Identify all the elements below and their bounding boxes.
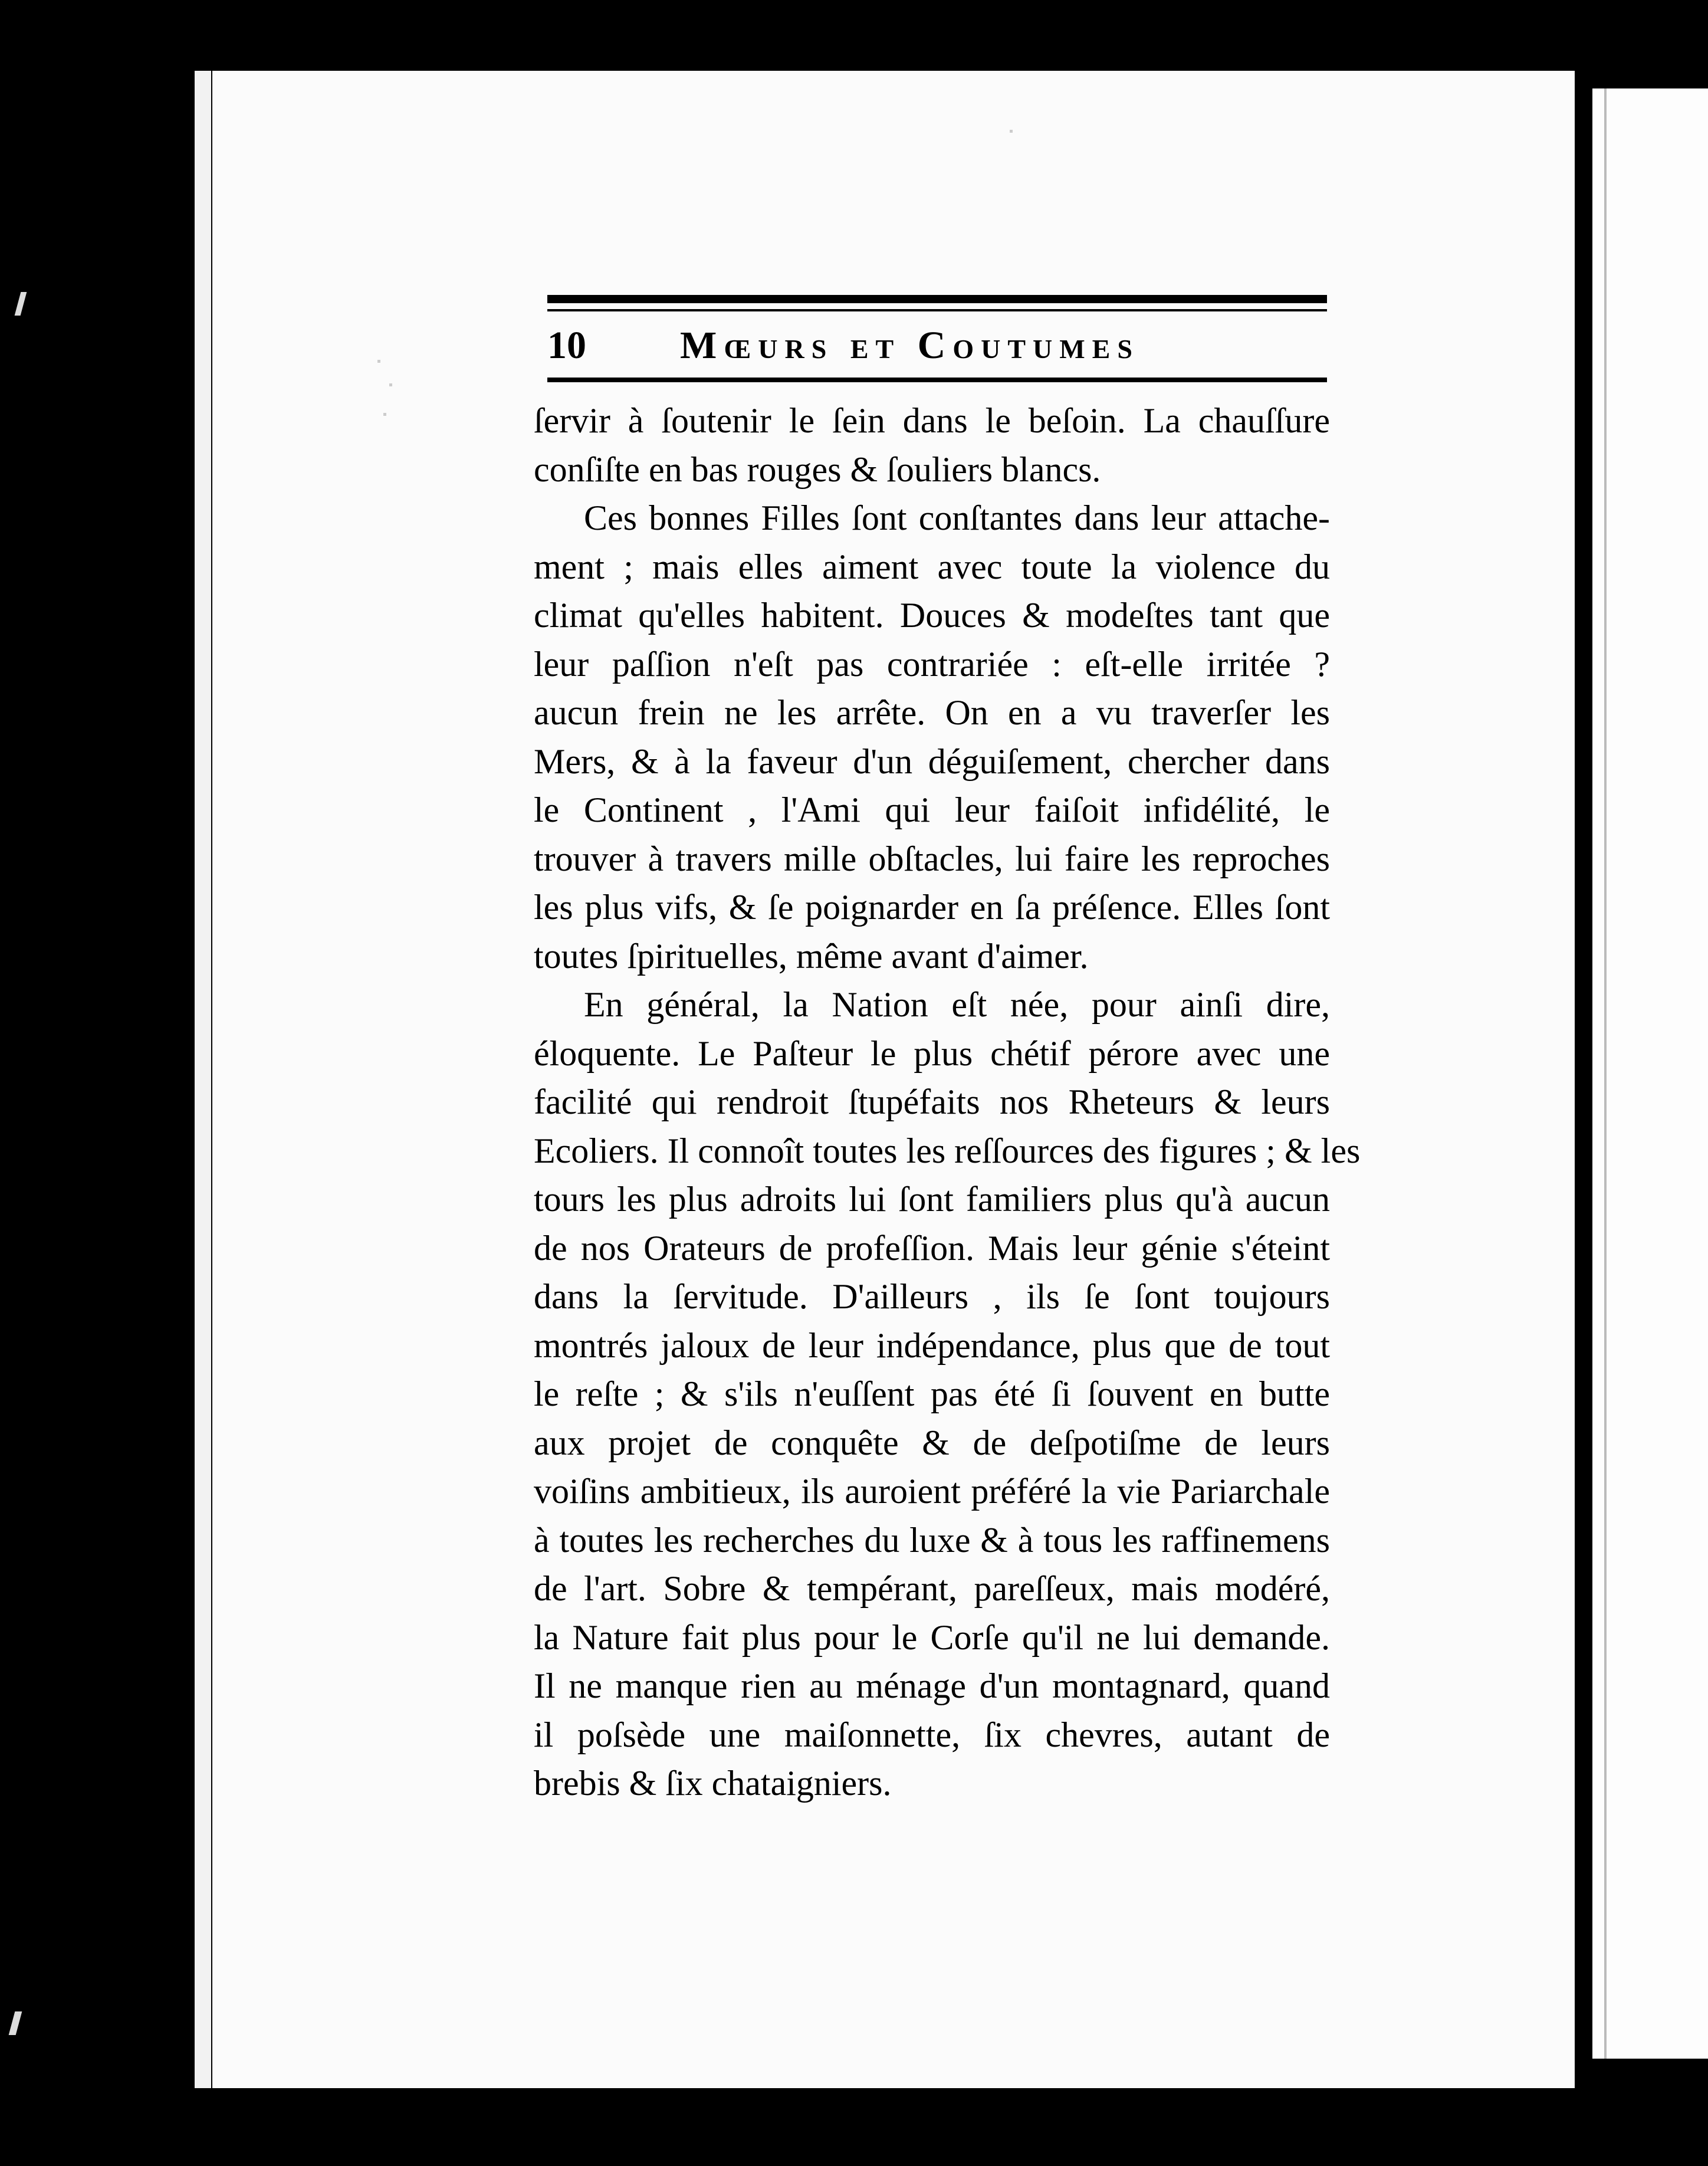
text-line: tours les plus adroits lui ſont familiers plus qu'à aucun (534, 1180, 1330, 1219)
text-line: le reſte ; & s'ils n'euſſent pas été ſi ſouvent en butte (534, 1374, 1330, 1413)
text-line: brebis & ſix chataigniers. (534, 1764, 892, 1803)
text-line: Il ne manque rien au ménage d'un montagnard, quand (534, 1666, 1330, 1705)
text-line: de nos Orateurs de profeſſion. Mais leur génie s'éteint (534, 1228, 1330, 1268)
text-line: le Continent , l'Ami qui leur faiſoit infidélité, le (534, 790, 1330, 829)
text-line: Ces bonnes Filles ſont conſtantes dans leur attache- (584, 498, 1330, 537)
stray-mark (15, 292, 27, 316)
text-line: conſiſte en bas rouges & ſouliers blancs. (534, 449, 1101, 489)
text-line: les plus vifs, & ſe poignarder en ſa préſence. Elles ſont (534, 888, 1330, 927)
text-line: leur paſſion n'eſt pas contrariée : eſt-elle irritée ? (534, 644, 1330, 684)
speck (1010, 130, 1013, 133)
text-line: Ecoliers. Il connoît toutes les reſſources des figures ; & les (534, 1131, 1361, 1170)
header-rule-bottom (547, 378, 1327, 382)
text-line: éloquente. Le Paſteur le plus chétif pérore avec une (534, 1033, 1330, 1073)
facing-page-border (1604, 88, 1607, 2059)
text-line: de l'art. Sobre & tempérant, pareſſeux, mais modéré, (534, 1569, 1330, 1608)
header-rule-top (547, 295, 1327, 303)
text-line: ment ; mais elles aiment avec toute la violence du (534, 547, 1330, 586)
text-line: facilité qui rendroit ſtupéfaits nos Rheteurs & leurs (534, 1082, 1330, 1121)
text-line: En général, la Nation eſt née, pour ainſi dire, (584, 985, 1330, 1024)
text-line: montrés jaloux de leur indépendance, plus que de tout (534, 1325, 1330, 1365)
paragraph (534, 980, 1361, 1808)
running-title: Mœurs et Coutumes (680, 324, 1139, 367)
text-line: dans la ſervitude. D'ailleurs , ils ſe ſont toujours (534, 1277, 1330, 1316)
text-line: ſervir à ſoutenir le ſein dans le beſoin. La chauſſure (534, 401, 1330, 440)
body-text (534, 396, 1361, 1808)
stray-mark (9, 2011, 22, 2035)
text-line: la Nature fait plus pour le Corſe qu'il ne lui demande. (534, 1617, 1330, 1657)
text-line: Mers, & à la faveur d'un déguiſement, chercher dans (534, 741, 1330, 781)
speck (389, 383, 392, 386)
text-line: aux projet de conquête & de deſpotiſme de leurs (534, 1423, 1330, 1462)
speck (383, 413, 386, 416)
page-number: 10 (547, 324, 586, 367)
paragraph (534, 494, 1330, 980)
paragraph (534, 396, 1330, 494)
text-line: toutes ſpirituelles, même avant d'aimer. (534, 936, 1089, 976)
text-line: trouver à travers mille obſtacles, lui faire les reproches (534, 839, 1330, 878)
text-line: à toutes les recherches du luxe & à tous les raffinemens (534, 1520, 1330, 1560)
text-line: il poſsède une maiſonnette, ſix chevres, autant de (534, 1715, 1330, 1754)
running-head (547, 323, 1327, 370)
page-spine-edge (195, 71, 211, 2088)
text-line: aucun frein ne les arrête. On en a vu traverſer les (534, 693, 1330, 732)
facing-page-edge (1592, 88, 1708, 2059)
text-line: voiſins ambitieux, ils auroient préféré la vie Pariarchale (534, 1472, 1330, 1511)
header-rule-top-thin (547, 309, 1327, 311)
text-line: climat qu'elles habitent. Douces & modeſtes tant que (534, 596, 1330, 635)
speck (377, 360, 380, 363)
